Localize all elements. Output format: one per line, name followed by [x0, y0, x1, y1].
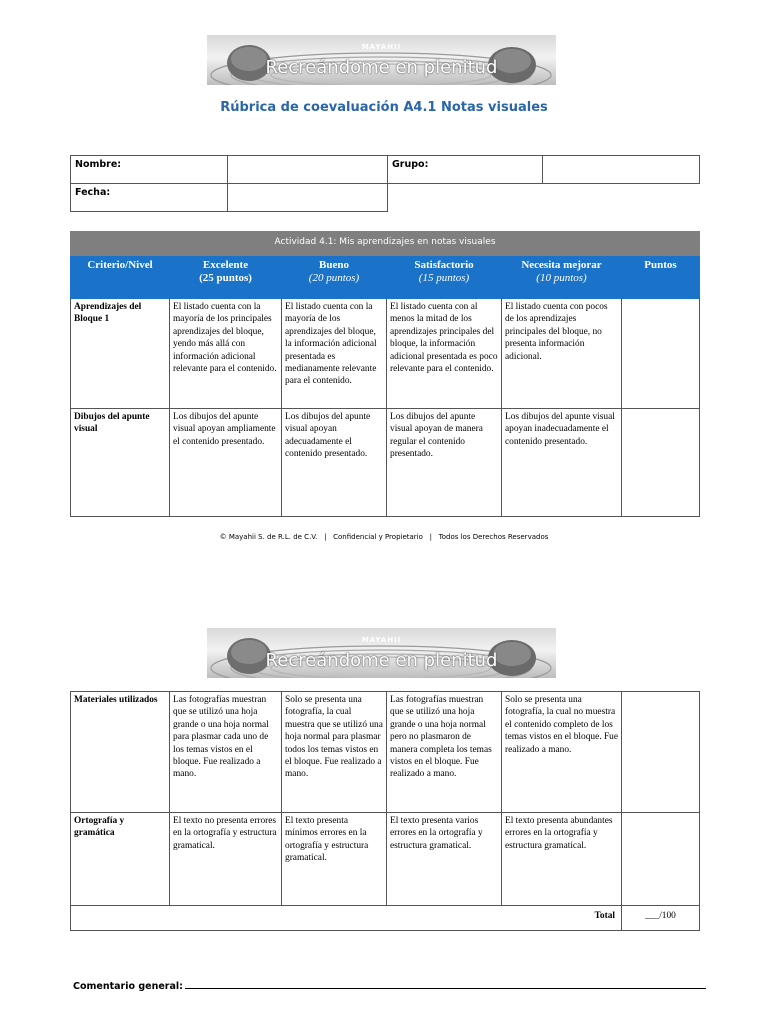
header-criterion: Criterio/Nivel: [71, 256, 170, 299]
needs-cell: Los dibujos del apunte visual apoyan inadecuadamente el contenido presentado.: [502, 409, 622, 517]
header-excellent: Excelente (25 puntos): [170, 256, 282, 299]
satisfactory-cell: Los dibujos del apunte visual apoyan de manera regular el contenido presentado.: [387, 409, 502, 517]
page-title: Rúbrica de coevaluación A4.1 Notas visuales: [220, 100, 548, 115]
total-score[interactable]: ___/100: [622, 906, 700, 931]
satisfactory-cell: El listado cuenta con al menos la mitad de los aprendizajes principales del bloque, la información adicional presentada es poco relevante para el contenido.: [387, 299, 502, 409]
banner-tagline: Recreándome en plenitud: [265, 650, 498, 671]
criterion-cell: Ortografía y gramática: [71, 813, 170, 906]
header-banner: [207, 35, 556, 85]
date-field[interactable]: [228, 184, 388, 212]
header-good: Bueno (20 puntos): [282, 256, 387, 299]
header-banner-page-2: [207, 628, 556, 678]
banner-tagline: Recreándome en plenitud: [265, 57, 498, 78]
satisfactory-cell: Las fotografías muestran que se utilizó una hoja grande o una hoja normal pero no plasmaron de manera completa los temas vistos en el bloque. Fue realizado a mano.: [387, 692, 502, 813]
name-label: Nombre:: [71, 156, 228, 184]
general-comment: [73, 980, 706, 992]
table-row: [71, 813, 700, 906]
group-field[interactable]: [543, 156, 700, 184]
table-row: [71, 692, 700, 813]
needs-cell: El listado cuenta con pocos de los aprendizajes principales del bloque, no presenta información adicional.: [502, 299, 622, 409]
info-empty-cell: [388, 184, 543, 212]
header-satisfactory: Satisfactorio (15 puntos): [387, 256, 502, 299]
rubric-table: [70, 231, 700, 517]
table-row: [71, 299, 700, 409]
excellent-cell: El listado cuenta con la mayoría de los principales aprendizajes del bloque, yendo más allá con información adicional relevante para el contenido.: [170, 299, 282, 409]
criterion-cell: Dibujos del apunte visual: [71, 409, 170, 517]
name-field[interactable]: [228, 156, 388, 184]
points-cell[interactable]: [622, 299, 700, 409]
header-points: Puntos: [622, 256, 700, 299]
points-cell[interactable]: [622, 409, 700, 517]
points-cell[interactable]: [622, 813, 700, 906]
excellent-cell: Los dibujos del apunte visual apoyan ampliamente el contenido presentado.: [170, 409, 282, 517]
activity-title: Actividad 4.1: Mis aprendizajes en notas visuales: [71, 232, 700, 256]
group-label: Grupo:: [388, 156, 543, 184]
total-label: Total: [71, 906, 622, 931]
good-cell: Los dibujos del apunte visual apoyan adecuadamente el contenido presentado.: [282, 409, 387, 517]
good-cell: El listado cuenta con la mayoría de los aprendizajes del bloque, la información adicional presentada es medianamente relevante para el contenido.: [282, 299, 387, 409]
page-footer: © Mayahii S. de R.L. de C.V. | Confidencial y Propietario | Todos los Derechos Reservados: [219, 533, 549, 541]
points-cell[interactable]: [622, 692, 700, 813]
date-label: Fecha:: [71, 184, 228, 212]
needs-cell: Solo se presenta una fotografía, la cual no muestra el contenido completo de los temas vistos en el bloque. Fue realizado a mano.: [502, 692, 622, 813]
good-cell: Solo se presenta una fotografía, la cual muestra que se utilizó una hoja normal para plasmar todos los temas vistos en el bloque. Fue realizado a mano.: [282, 692, 387, 813]
brand-name: MAYAHII: [361, 636, 402, 644]
total-row: [71, 906, 700, 931]
header-needs-improvement: Necesita mejorar (10 puntos): [502, 256, 622, 299]
criterion-cell: Aprendizajes del Bloque 1: [71, 299, 170, 409]
comment-line[interactable]: [185, 980, 706, 989]
table-row: [71, 409, 700, 517]
satisfactory-cell: El texto presenta varios errores en la ortografía y estructura gramatical.: [387, 813, 502, 906]
excellent-cell: El texto no presenta errores en la ortografía y estructura gramatical.: [170, 813, 282, 906]
brand-name: MAYAHII: [361, 43, 402, 51]
rubric-table-page-2: [70, 691, 700, 931]
info-empty-cell: [543, 184, 700, 212]
student-info-table: [70, 155, 700, 212]
needs-cell: El texto presenta abundantes errores en la ortografía y estructura gramatical.: [502, 813, 622, 906]
excellent-cell: Las fotografías muestran que se utilizó una hoja grande o una hoja normal para plasmar cada uno de los temas vistos en el bloque. Fue realizado a mano.: [170, 692, 282, 813]
criterion-cell: Materiales utilizados: [71, 692, 170, 813]
good-cell: El texto presenta mínimos errores en la ortografía y estructura gramatical.: [282, 813, 387, 906]
comment-label: Comentario general:: [73, 981, 183, 992]
